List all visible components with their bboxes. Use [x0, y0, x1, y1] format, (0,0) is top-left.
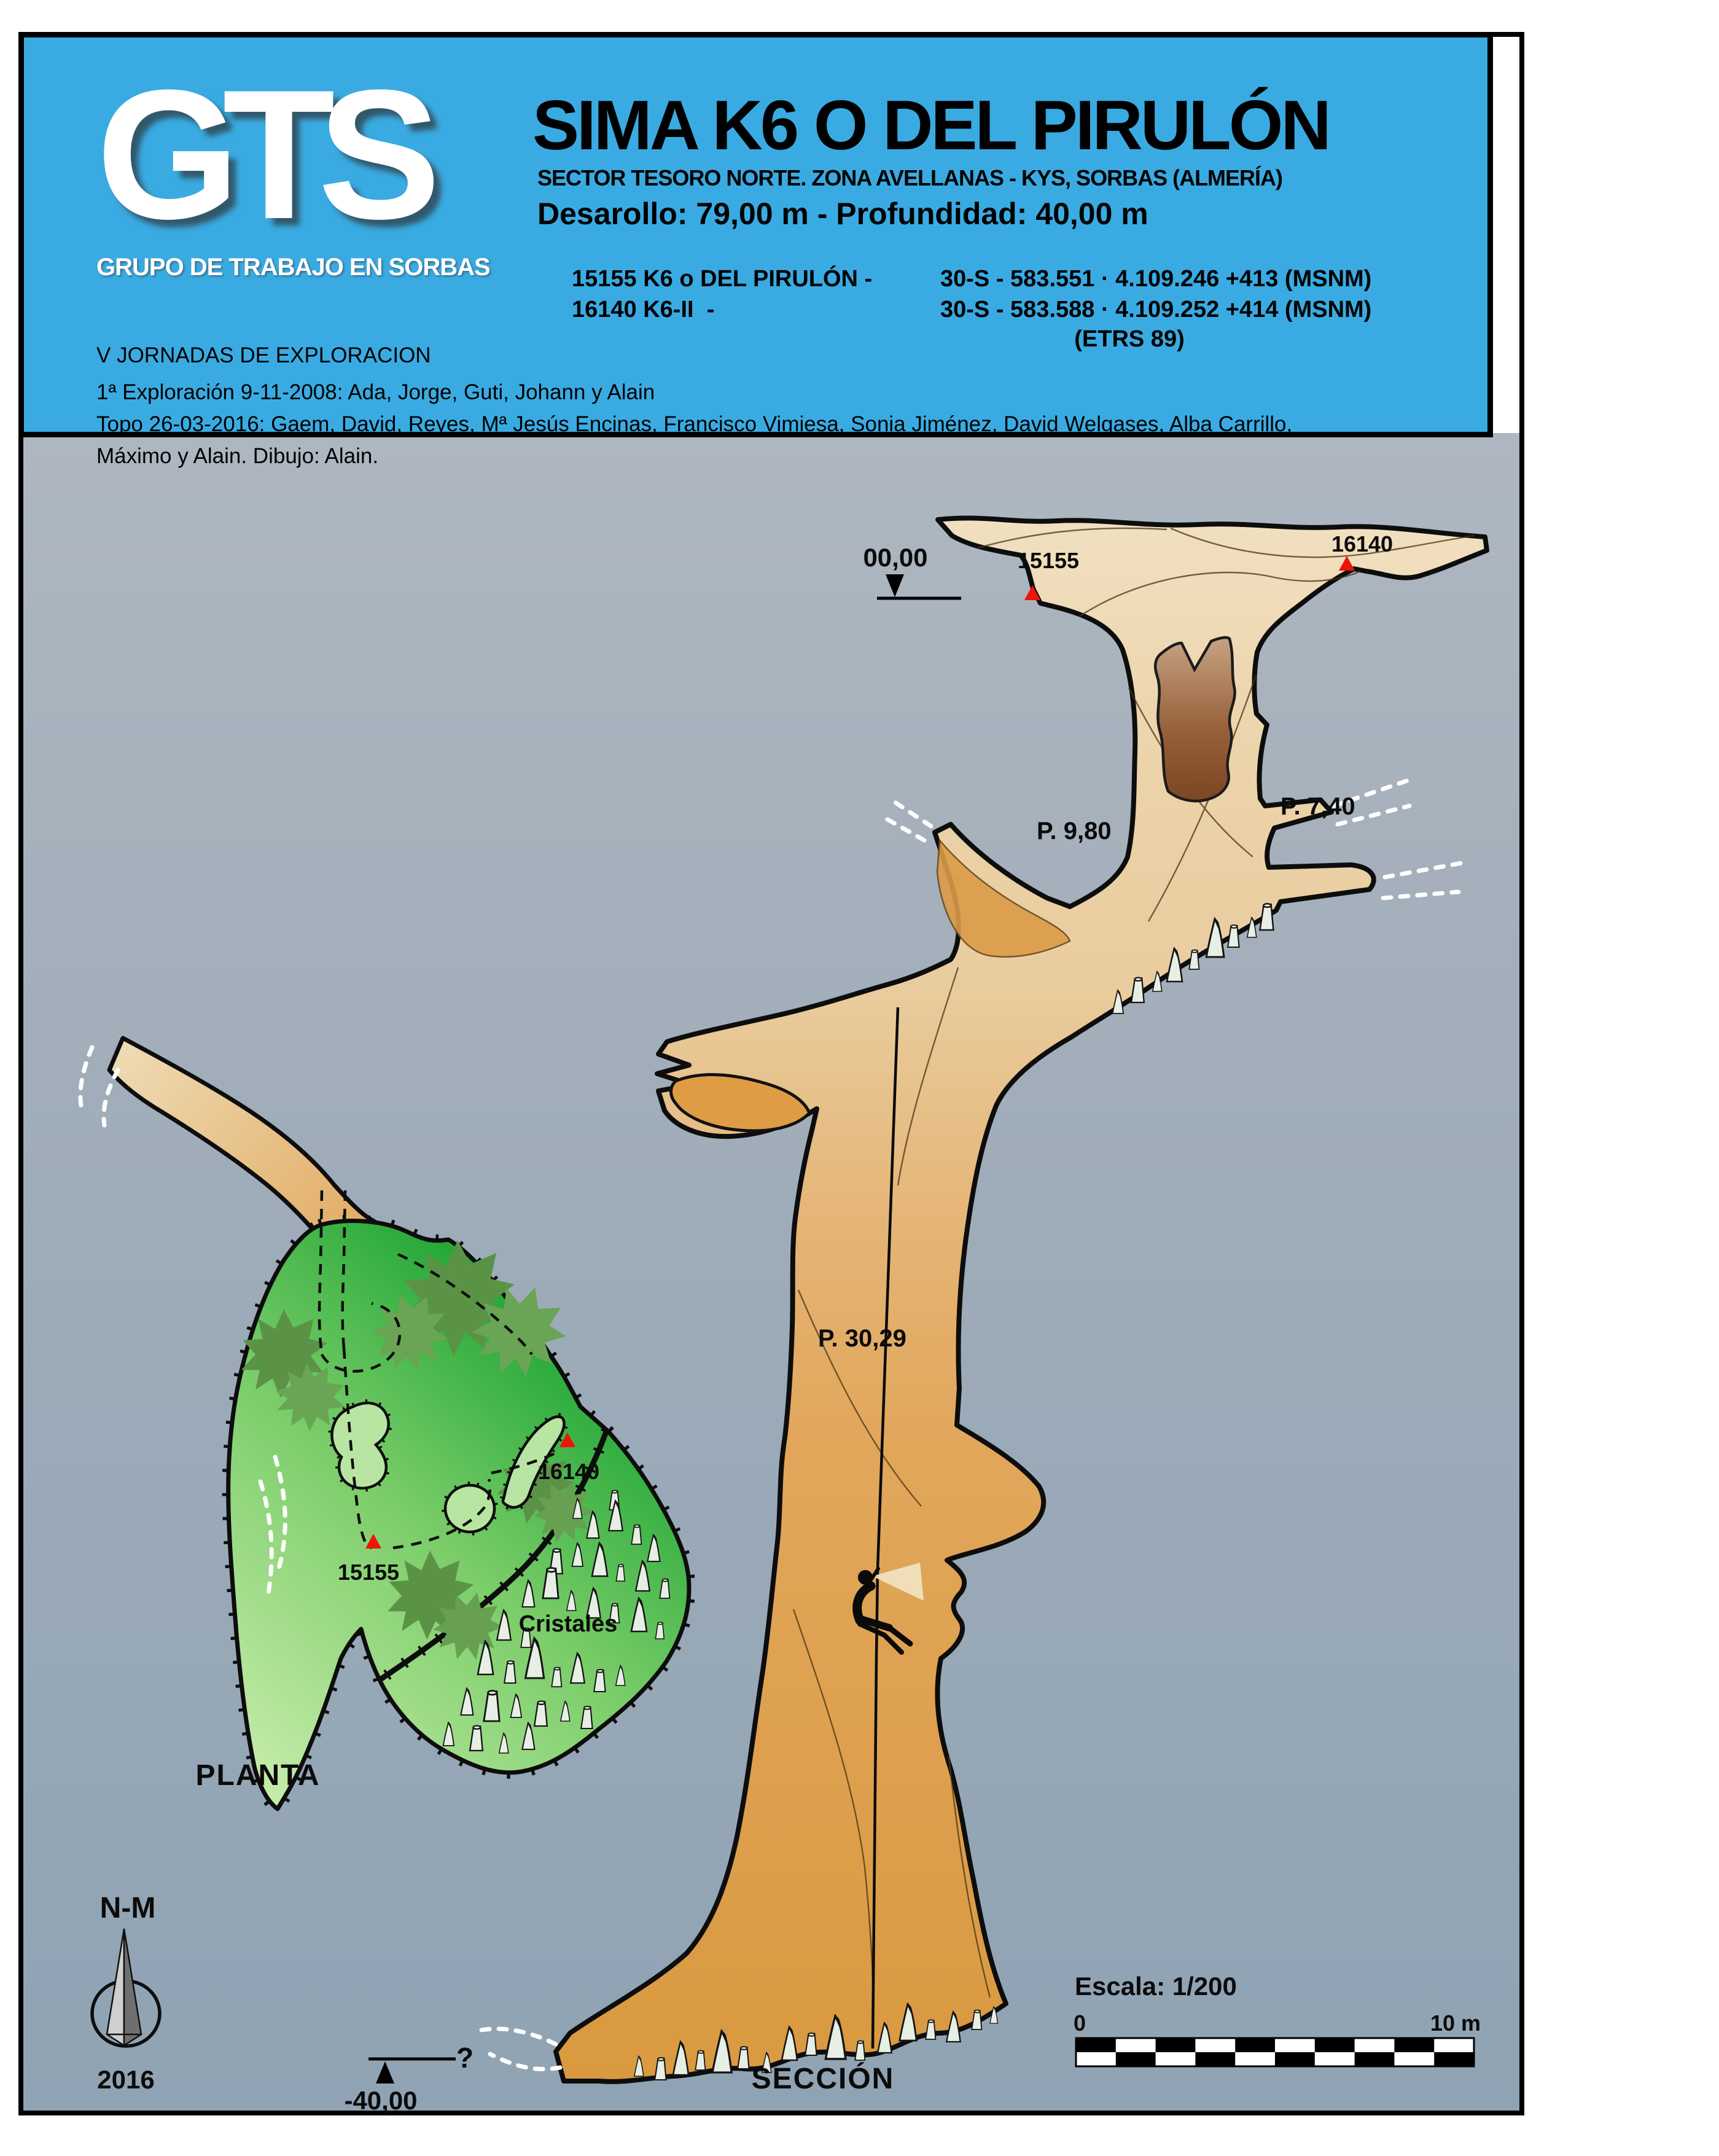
crystals-label: Cristales — [518, 1611, 618, 1637]
compass-needle-dark — [124, 1929, 141, 2045]
pitch-label-3: P. 30,29 — [818, 1325, 906, 1352]
topo-line: Topo 26-03-2016: Gaem, David, Reyes, Mª Jesús Encinas, Francisco Vimiesa, Sonia Jiménez, David Welgases, Alba Carrillo, — [96, 412, 1293, 436]
bottom-datum — [344, 2059, 456, 2115]
cave-subtitle: SECTOR TESORO NORTE. ZONA AVELLANAS - KYS, SORBAS (ALMERÍA) — [537, 165, 1283, 190]
station-label-16140-plan: 16140 — [537, 1459, 600, 1484]
gts-logo: GTS — [96, 51, 424, 257]
station-row — [572, 294, 1371, 325]
datum-note: (ETRS 89) — [1074, 326, 1185, 352]
cave-title: SIMA K6 O DEL PIRULÓN — [532, 87, 1329, 165]
section-title: SECCIÓN — [751, 2063, 895, 2095]
title-block — [18, 32, 1493, 468]
cave-stats: Desarollo: 79,00 m - Profundidad: 40,00 m — [537, 197, 1148, 231]
expedition-line: V JORNADAS DE EXPLORACION — [96, 343, 431, 367]
station-coordinates — [572, 264, 1371, 325]
station-label-15155-section: 15155 — [1017, 548, 1080, 573]
station-label-15155-plan: 15155 — [337, 1560, 400, 1585]
scale-label: Escala: 1/200 — [1075, 1972, 1237, 2001]
caver-head — [858, 1570, 873, 1585]
datum-up-arrow — [376, 2061, 394, 2084]
station-row-coords: 30-S - 583.551 · 4.109.246 +413 (MSNM) — [940, 266, 1372, 292]
pitch-label-1: P. 9,80 — [1037, 818, 1112, 845]
scale-max: 10 m — [1430, 2010, 1481, 2036]
topo-line-2: Máximo y Alain. Dibujo: Alain. — [96, 444, 379, 468]
scale-bar — [1074, 1972, 1481, 2066]
station-label-16140-section: 16140 — [1331, 531, 1394, 557]
scale-zero: 0 — [1073, 2010, 1086, 2036]
surface-level-label: 00,00 — [863, 543, 928, 572]
pitch-label-2: P. 7,40 — [1280, 793, 1355, 820]
exploration-notes — [96, 340, 1292, 472]
exploration-line: 1ª Exploración 9-11-2008: Ada, Jorge, Guti, Johann y Alain — [96, 380, 655, 404]
plan-title: PLANTA — [195, 1759, 321, 1792]
compass-year: 2016 — [97, 2065, 155, 2094]
surface-datum — [863, 543, 961, 598]
compass-rose — [92, 1892, 160, 2094]
station-row-name: 15155 K6 o DEL PIRULÓN - — [572, 266, 873, 292]
station-row-coords: 30-S - 583.588 · 4.109.252 +414 (MSNM) — [940, 297, 1372, 322]
station-row — [572, 264, 1371, 294]
scale-bar-checker — [1076, 2038, 1474, 2066]
datum-down-arrow — [886, 574, 904, 597]
compass-label: N-M — [99, 1892, 156, 1924]
station-row-name: 16140 K6-II - — [572, 297, 715, 322]
bottom-level-label: -40,00 — [344, 2086, 418, 2115]
section-cave-outline — [556, 518, 1487, 2081]
gts-logo-subtitle: GRUPO DE TRABAJO EN SORBAS — [96, 254, 490, 281]
unknown-continuation-label: ? — [456, 2042, 474, 2074]
compass-needle-light — [107, 1929, 124, 2045]
plan-view — [80, 1038, 689, 1809]
